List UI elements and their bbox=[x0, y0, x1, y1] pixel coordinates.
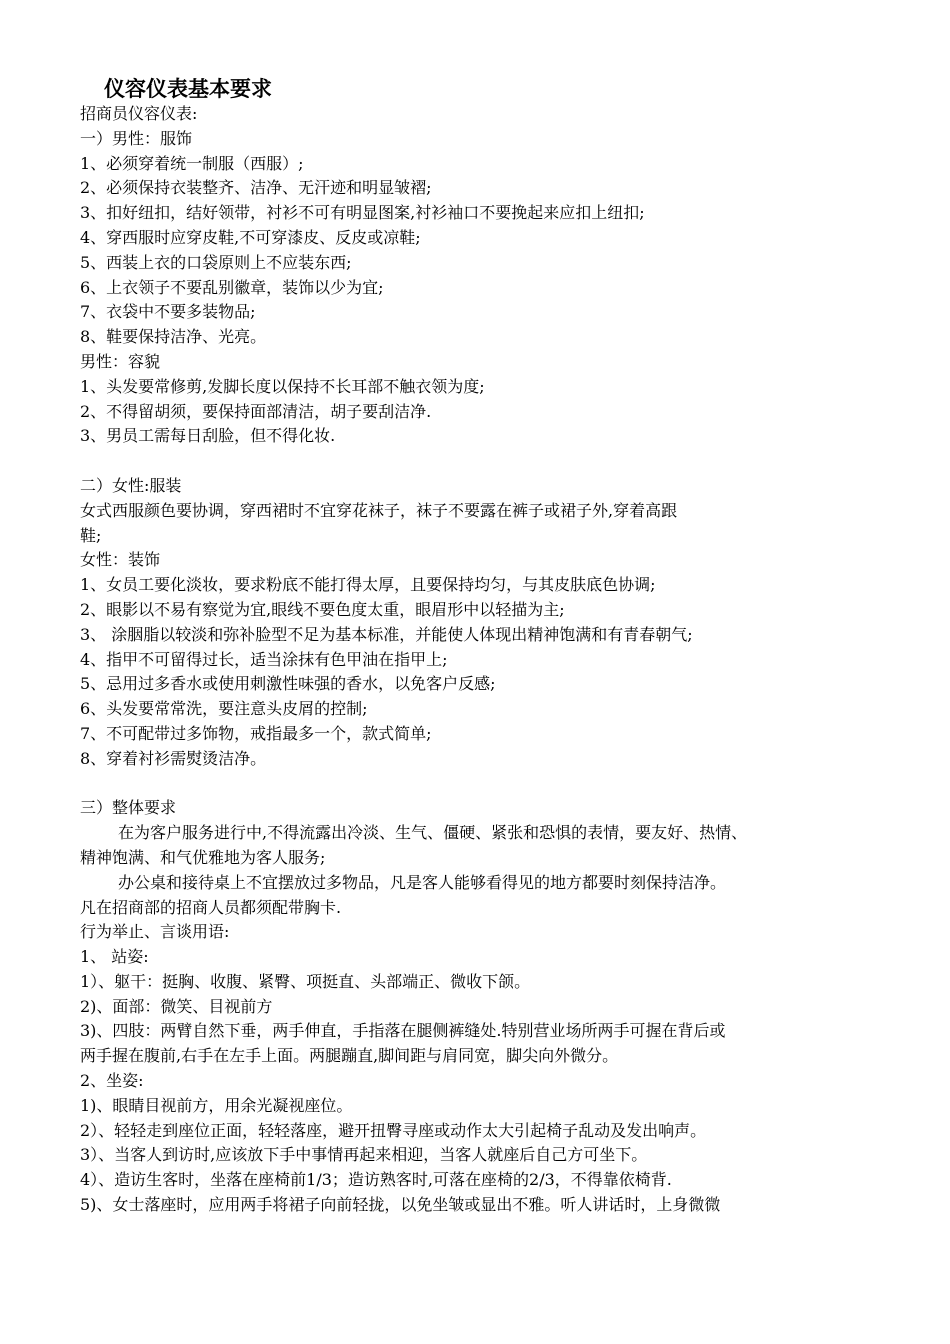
text-line: 1）、躯干：挺胸、收腹、紧臀、项挺直、头部端正、微收下颌。 bbox=[80, 971, 531, 991]
text-line: 6、上衣领子不要乱别徽章，装饰以少为宜; bbox=[80, 277, 384, 297]
text-line: 8、鞋要保持洁净、光亮。 bbox=[80, 327, 267, 347]
blank-line bbox=[80, 449, 880, 474]
text-line: 二）女性:服装 bbox=[80, 475, 182, 495]
text-line: 1、必须穿着统一制服（西服）; bbox=[80, 153, 304, 173]
text-line: 1、 站姿: bbox=[80, 947, 149, 967]
text-line: 7、衣袋中不要多装物品; bbox=[80, 302, 256, 322]
text-line: 2、必须保持衣装整齐、洁净、无汗迹和明显皱褶; bbox=[80, 178, 432, 198]
text-line: 凡在招商部的招商人员都须配带胸卡. bbox=[80, 897, 342, 917]
text-line: 2）、轻轻走到座位正面，轻轻落座，避开扭臀寻座或动作太大引起椅子乱动及发出响声。 bbox=[80, 1120, 707, 1140]
text-line: 5)、女士落座时，应用两手将裙子向前轻拢，以免坐皱或显出不雅。听人讲话时，上身微微 bbox=[80, 1195, 721, 1215]
text-line: 精神饱满、和气优雅地为客人服务; bbox=[80, 847, 326, 867]
text-line: 1)、眼睛目视前方，用余光凝视座位。 bbox=[80, 1095, 353, 1115]
document-page bbox=[80, 76, 880, 1218]
text-line: 两手握在腹前,右手在左手上面。两腿蹦直,脚间距与肩同宽，脚尖向外微分。 bbox=[80, 1046, 619, 1066]
text-line: 1、女员工要化淡妆，要求粉底不能打得太厚，且要保持均匀，与其皮肤底色协调; bbox=[80, 575, 656, 595]
text-line: 4、指甲不可留得过长，适当涂抹有色甲油在指甲上; bbox=[80, 649, 448, 669]
text-line: 1、头发要常修剪,发脚长度以保持不长耳部不触衣领为度; bbox=[80, 376, 485, 396]
text-line: 三）整体要求 bbox=[80, 798, 177, 818]
text-line: 2、坐姿: bbox=[80, 1071, 144, 1091]
text-line: 行为举止、言谈用语: bbox=[80, 922, 230, 942]
text-line: 5、忌用过多香水或使用刺激性味强的香水，以免客户反感; bbox=[80, 674, 496, 694]
text-line: 女式西服颜色要协调，穿西裙时不宜穿花袜子，袜子不要露在裤子或裙子外,穿着高跟 bbox=[80, 500, 678, 520]
text-line: 在为客户服务进行中,不得流露出冷淡、生气、僵硬、紧张和恐惧的表情，要友好、热情、 bbox=[118, 823, 748, 843]
text-line: 女性：装饰 bbox=[80, 550, 161, 570]
document-title: 仪容仪表基本要求 bbox=[104, 77, 272, 101]
text-line: 8、穿着衬衫需熨烫洁净。 bbox=[80, 748, 267, 768]
text-line: 办公桌和接待桌上不宜摆放过多物品，凡是客人能够看得见的地方都要时刻保持洁净。 bbox=[118, 872, 727, 892]
text-line: 4）、造访生客时，坐落在座椅前1/3；造访熟客时,可落在座椅的2/3，不得靠依椅背. bbox=[80, 1170, 672, 1190]
text-line: 招商员仪容仪表: bbox=[80, 104, 198, 123]
text-line: 7、不可配带过多饰物，戒指最多一个，款式简单; bbox=[80, 723, 432, 743]
text-line: 2)、面部：微笑、目视前方 bbox=[80, 996, 273, 1016]
text-line: 男性：容貌 bbox=[80, 351, 161, 371]
document-body bbox=[80, 102, 880, 1218]
text-line: 鞋; bbox=[80, 525, 102, 545]
text-line: 4、穿西服时应穿皮鞋,不可穿漆皮、反皮或凉鞋; bbox=[80, 227, 421, 247]
text-line: 3)、四肢：两臂自然下垂，两手伸直，手指落在腿侧裤缝处.特别营业场所两手可握在背后或 bbox=[80, 1021, 726, 1041]
text-line: 6、头发要常常洗，要注意头皮屑的控制; bbox=[80, 699, 368, 719]
text-line: 3、扣好纽扣，结好领带，衬衫不可有明显图案,衬衫袖口不要挽起来应扣上纽扣; bbox=[80, 203, 645, 223]
text-line: 3）、当客人到访时,应该放下手中事情再起来相迎，当客人就座后自己方可坐下。 bbox=[80, 1145, 648, 1165]
text-line: 2、眼影以不易有察觉为宜,眼线不要色度太重，眼眉形中以轻描为主; bbox=[80, 599, 565, 619]
blank-line bbox=[80, 772, 880, 797]
text-line: 2、不得留胡须，要保持面部清洁，胡子要刮洁净. bbox=[80, 401, 432, 421]
text-line: 一）男性：服饰 bbox=[80, 128, 193, 148]
text-line: 3、 涂胭脂以较淡和弥补脸型不足为基本标准，并能使人体现出精神饱满和有青春朝气; bbox=[80, 624, 693, 644]
text-line: 3、男员工需每日刮脸，但不得化妆. bbox=[80, 426, 336, 446]
text-line: 5、西装上衣的口袋原则上不应装东西; bbox=[80, 252, 352, 272]
